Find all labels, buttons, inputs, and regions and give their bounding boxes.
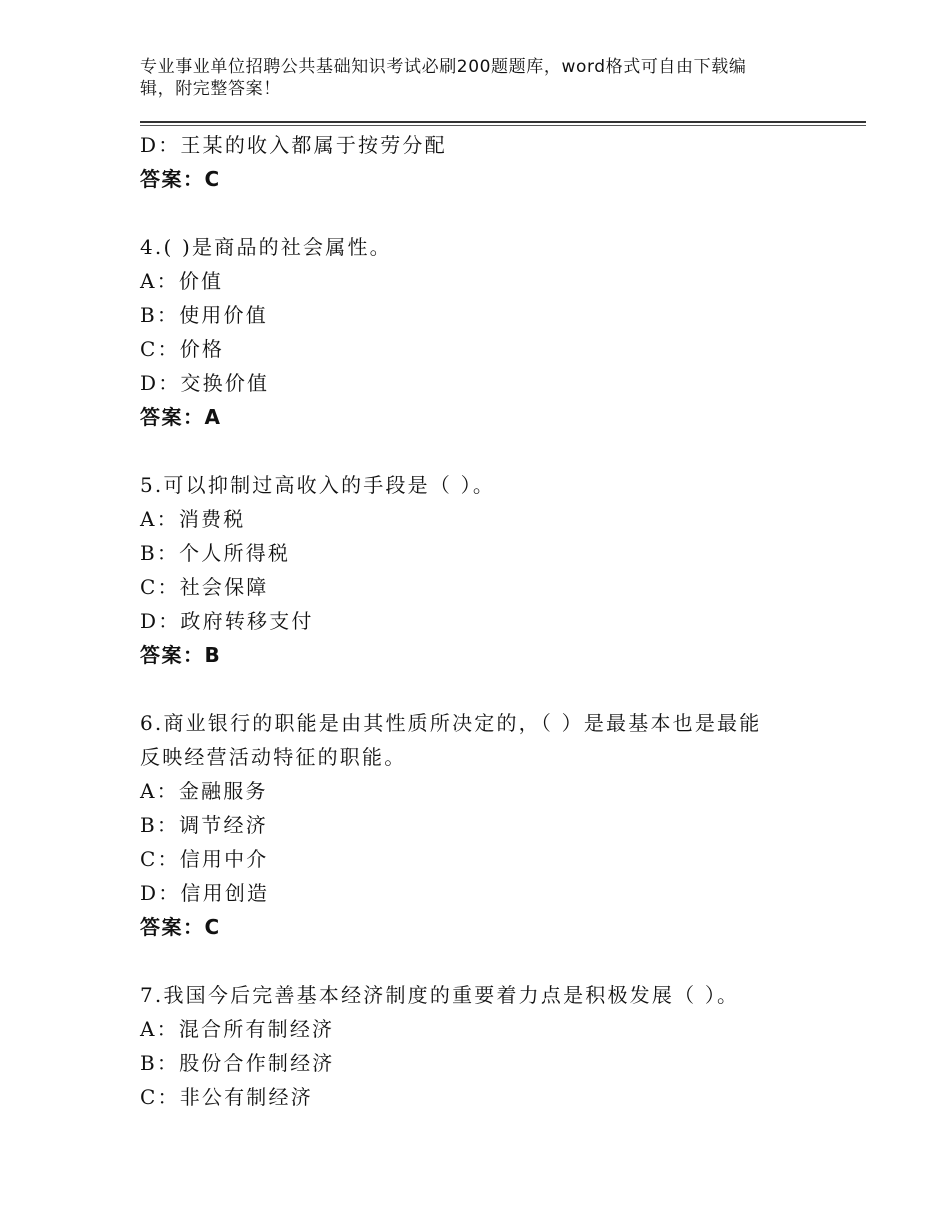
- spacer: [140, 672, 840, 706]
- header-divider-thin: [140, 125, 866, 126]
- option-c: C：信用中介: [140, 847, 269, 871]
- spacer: [140, 196, 840, 230]
- question-stem-line-1: 6.商业银行的职能是由其性质所决定的，（ ）是最基本也是最能: [140, 711, 762, 735]
- option-c: C：价格: [140, 337, 225, 361]
- question-5: [140, 468, 840, 672]
- option-b: B：个人所得税: [140, 541, 291, 565]
- option-b: B：调节经济: [140, 813, 268, 837]
- option-a: A：消费税: [140, 507, 246, 531]
- spacer: [140, 944, 840, 978]
- question-stem: 4.( )是商品的社会属性。: [140, 235, 392, 259]
- question-7: [140, 978, 840, 1114]
- page-header: [140, 56, 800, 100]
- option-d: D：交换价值: [140, 371, 270, 395]
- option-d: D：政府转移支付: [140, 609, 314, 633]
- option-c: C：社会保障: [140, 575, 269, 599]
- option-b: B：股份合作制经济: [140, 1051, 335, 1075]
- question-stem: 5.可以抑制过高收入的手段是（ ）。: [140, 473, 496, 497]
- header-line-1: 专业事业单位招聘公共基础知识考试必刷200题题库，word格式可自由下载编: [140, 57, 747, 77]
- option-b: B：使用价值: [140, 303, 268, 327]
- option-d: D：王某的收入都属于按劳分配: [140, 133, 447, 157]
- option-a: A：价值: [140, 269, 224, 293]
- question-3-tail: [140, 128, 840, 196]
- question-stem-line-2: 反映经营活动特征的职能。: [140, 745, 407, 769]
- answer-line: 答案：A: [140, 405, 222, 429]
- question-6: [140, 706, 840, 944]
- option-c: C：非公有制经济: [140, 1085, 313, 1109]
- option-a: A：金融服务: [140, 779, 268, 803]
- header-divider-thick: [140, 121, 866, 123]
- spacer: [140, 434, 840, 468]
- answer-line: 答案：B: [140, 643, 222, 667]
- option-a: A：混合所有制经济: [140, 1017, 335, 1041]
- answer-line: 答案：C: [140, 915, 221, 939]
- question-stem: 7.我国今后完善基本经济制度的重要着力点是积极发展（ ）。: [140, 983, 740, 1007]
- answer-line: 答案：C: [140, 167, 221, 191]
- header-line-2: 辑，附完整答案！: [140, 79, 281, 99]
- question-list: [140, 128, 840, 1114]
- question-4: [140, 230, 840, 434]
- option-d: D：信用创造: [140, 881, 270, 905]
